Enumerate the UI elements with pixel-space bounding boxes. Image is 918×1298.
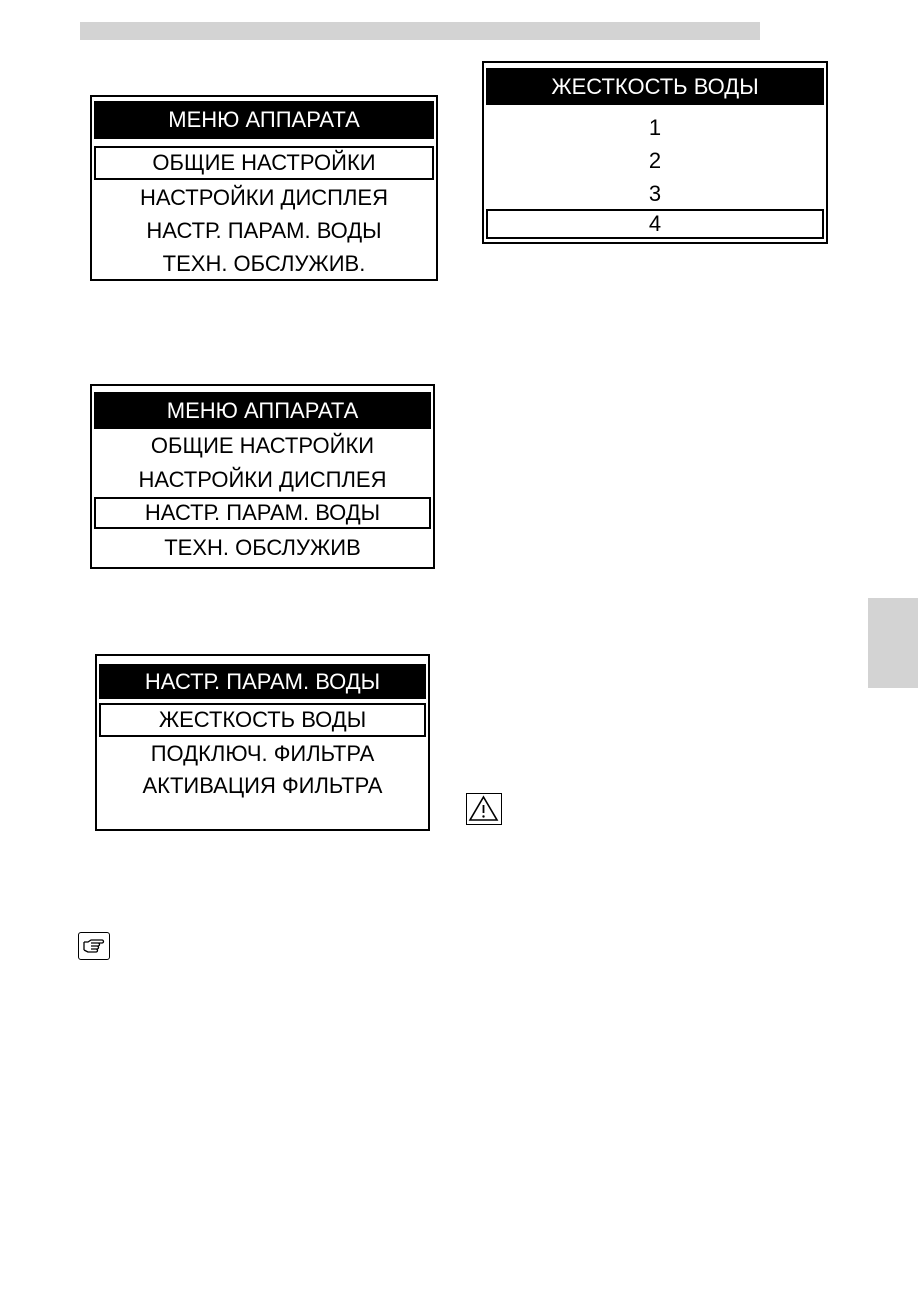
menu-item-display-settings[interactable]: НАСТРОЙКИ ДИСПЛЕЯ [138, 467, 387, 492]
menu-item-general-settings[interactable]: ОБЩИЕ НАСТРОЙКИ [94, 146, 434, 180]
menu-item-filter-connection[interactable]: ПОДКЛЮЧ. ФИЛЬТРА [150, 741, 375, 766]
screen-title: МЕНЮ АППАРАТА [94, 101, 434, 139]
menu-item-maintenance[interactable]: ТЕХН. ОБСЛУЖИВ. [162, 251, 366, 276]
hardness-option-4[interactable]: 4 [486, 209, 824, 239]
hardness-option-2[interactable]: 2 [648, 148, 662, 173]
menu-item-general-settings[interactable]: ОБЩИЕ НАСТРОЙКИ [150, 433, 375, 458]
menu-item-water-hardness[interactable]: ЖЕСТКОСТЬ ВОДЫ [99, 703, 426, 737]
pointing-hand-icon [78, 932, 110, 960]
display-water-hardness [482, 61, 828, 244]
screen-title: ЖЕСТКОСТЬ ВОДЫ [486, 68, 824, 105]
menu-item-water-settings[interactable]: НАСТР. ПАРАМ. ВОДЫ [146, 218, 382, 243]
page-header-bar [80, 22, 760, 40]
hardness-option-1[interactable]: 1 [648, 115, 662, 140]
menu-item-water-settings[interactable]: НАСТР. ПАРАМ. ВОДЫ [94, 497, 431, 529]
section-tab [868, 598, 918, 688]
screen-title: НАСТР. ПАРАМ. ВОДЫ [99, 664, 426, 699]
screen-title: МЕНЮ АППАРАТА [94, 392, 431, 429]
display-machine-menu-general [90, 95, 438, 281]
display-machine-menu-water [90, 384, 435, 569]
warning-triangle-icon [466, 793, 502, 825]
menu-item-maintenance[interactable]: ТЕХН. ОБСЛУЖИВ [164, 535, 361, 560]
menu-item-filter-activation[interactable]: АКТИВАЦИЯ ФИЛЬТРА [142, 773, 383, 798]
hardness-option-3[interactable]: 3 [648, 181, 662, 206]
display-water-settings [95, 654, 430, 831]
menu-item-display-settings[interactable]: НАСТРОЙКИ ДИСПЛЕЯ [140, 185, 388, 210]
